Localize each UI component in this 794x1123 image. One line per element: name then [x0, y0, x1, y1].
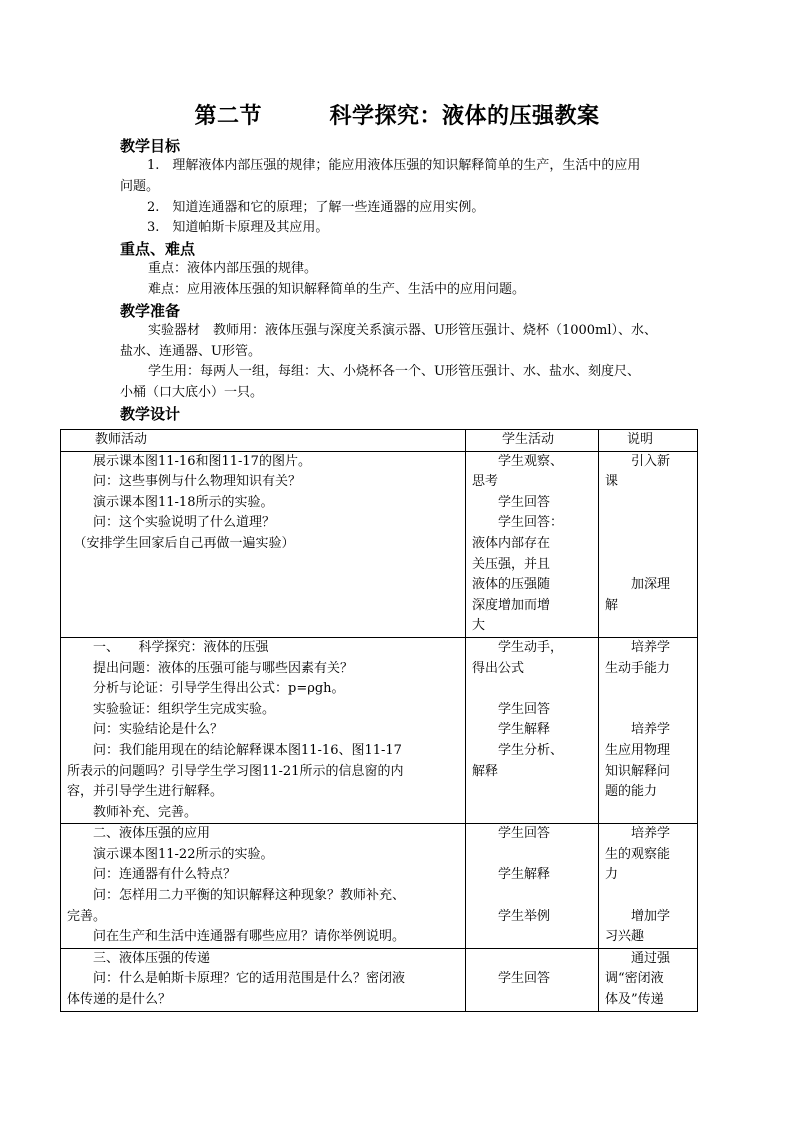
- cell-line: 调“密闭液: [605, 971, 664, 987]
- cell-line: 培养学: [605, 722, 671, 738]
- cell-line: 演示课本图11-18所示的实验。: [67, 494, 274, 510]
- cell-line: 学生回答: [472, 494, 551, 510]
- table-row: [61, 637, 698, 823]
- cell-line: 增加学: [605, 908, 671, 924]
- student-activity-cell: [466, 948, 599, 1011]
- cell-line: 问：怎样用二力平衡的知识解释这种现象？教师补充、: [67, 888, 406, 904]
- cell-line: 分析与论证：引导学生得出公式：p=ρgh。: [67, 681, 345, 697]
- cell-line: 生应用物理: [605, 742, 671, 758]
- prep-teacher-line-1: 实验器材 教师用：液体压强与深度关系演示器、U形管压强计、烧杯（1000ml）、水、: [148, 322, 658, 338]
- cell-line: 教师补充、完善。: [67, 804, 198, 820]
- cell-line: （安排学生回家后自己再做一遍实验）: [67, 535, 295, 551]
- table-row: [61, 824, 698, 949]
- goal-2: 2. 知道连通器和它的原理；了解一些连通器的应用实例。: [147, 199, 485, 215]
- page-title: 第二节 科学探究：液体的压强教案: [194, 104, 600, 129]
- cell-line: 三、液体压强的传递: [67, 950, 211, 966]
- prep-teacher-line-2: 盐水、连通器、U形管。: [120, 343, 261, 359]
- cell-line: 习兴趣: [605, 929, 645, 945]
- cell-line: 学生回答: [472, 826, 551, 842]
- teacher-activity-cell: [61, 824, 466, 949]
- cell-line: [472, 886, 594, 907]
- note-cell: [599, 637, 698, 823]
- teacher-activity-cell: [61, 948, 466, 1011]
- cell-line: 展示课本图11-16和图11-17的图片。: [67, 453, 311, 469]
- header-student-activity: 学生活动: [466, 430, 599, 452]
- cell-line: 题的能力: [605, 784, 658, 800]
- note-cell: [599, 948, 698, 1011]
- cell-line: 容，并引导学生进行解释。: [67, 784, 224, 800]
- goals-heading: 教学目标: [120, 137, 181, 155]
- note-cell: [599, 451, 698, 637]
- cell-line: 力: [605, 867, 619, 883]
- prep-student-line-2: 小桶（口大底小）一只。: [120, 385, 264, 401]
- table-row: [61, 948, 698, 1011]
- design-table-header: [61, 430, 698, 452]
- cell-line: 学生回答: [472, 971, 551, 987]
- cell-line: 液体内部存在: [472, 535, 551, 551]
- cell-line: 知识解释问: [605, 763, 671, 779]
- cell-line: [472, 679, 594, 700]
- cell-line: 大: [472, 618, 486, 634]
- teacher-activity-cell: [61, 451, 466, 637]
- cell-line: 问：连通器有什么特点？: [67, 867, 237, 883]
- cell-line: 培养学: [605, 826, 671, 842]
- cell-line: 问：什么是帕斯卡原理？它的适用范围是什么？密闭液: [67, 971, 406, 987]
- prep-student-line-1: 学生用：每两人一组，每组：大、小烧杯各一个、U形管压强计、水、盐水、刻度尺、: [148, 364, 640, 380]
- cell-line: 引入新: [605, 453, 671, 469]
- cell-line: [605, 534, 693, 555]
- cell-line: [605, 555, 693, 576]
- cell-line: 学生分析、: [472, 742, 564, 758]
- student-activity-cell: [466, 637, 599, 823]
- cell-line: 解释: [472, 763, 499, 779]
- table-row: [61, 451, 698, 637]
- cell-line: 学生解释: [472, 867, 551, 883]
- goal-1-continued: 问题。: [120, 178, 160, 194]
- cell-line: 学生回答：: [472, 515, 564, 531]
- design-table: [60, 429, 698, 1012]
- cell-line: 解: [605, 597, 619, 613]
- cell-line: 问：我们能用现在的结论解释课本图11-16、图11-17: [67, 742, 402, 758]
- cell-line: 加深理: [605, 577, 671, 593]
- cell-line: 学生举例: [472, 908, 551, 924]
- cell-line: [605, 493, 693, 514]
- cell-line: 所表示的问题吗？引导学生学习图11-21所示的信息窗的内: [67, 763, 404, 779]
- cell-line: 通过强: [605, 950, 671, 966]
- cell-line: 问：实验结论是什么？: [67, 722, 224, 738]
- cell-line: [472, 949, 594, 970]
- cell-line: 二、液体压强的应用: [67, 826, 211, 842]
- cell-line: 问在生产和生活中连通器有哪些应用？请你举例说明。: [67, 929, 406, 945]
- header-note: 说明: [599, 430, 698, 452]
- cell-line: 液体的压强随: [472, 577, 551, 593]
- cell-line: [472, 845, 594, 866]
- cell-line: 培养学: [605, 639, 671, 655]
- cell-line: 体传递的是什么？: [67, 992, 172, 1008]
- cell-line: 关压强，并且: [472, 556, 551, 572]
- cell-line: [605, 679, 693, 700]
- cell-line: 体及”传递: [605, 992, 664, 1008]
- cell-line: 一、 科学探究：液体的压强: [67, 639, 269, 655]
- cell-line: 学生动手，: [472, 639, 564, 655]
- cell-line: 演示课本图11-22所示的实验。: [67, 846, 274, 862]
- cell-line: 实验验证：组织学生完成实验。: [67, 701, 276, 717]
- cell-line: [605, 513, 693, 534]
- cell-line: [605, 886, 693, 907]
- student-activity-cell: [466, 824, 599, 949]
- lesson-plan-body: [120, 136, 680, 424]
- prep-heading: 教学准备: [120, 301, 181, 320]
- focus-heading: 重点、难点: [120, 240, 196, 259]
- cell-line: 提出问题：液体的压强可能与哪些因素有关？: [67, 660, 354, 676]
- cell-line: 深度增加而增: [472, 597, 551, 613]
- cell-line: 课: [605, 474, 619, 490]
- cell-line: 学生解释: [472, 722, 551, 738]
- note-cell: [599, 824, 698, 949]
- focus-key: 重点：液体内部压强的规律。: [148, 261, 318, 277]
- cell-line: 完善。: [67, 908, 107, 924]
- cell-line: 问：这个实验说明了什么道理？: [67, 515, 276, 531]
- teacher-activity-cell: [61, 637, 466, 823]
- goal-1: 1. 理解液体内部压强的规律；能应用液体压强的知识解释简单的生产，生活中的应用: [147, 158, 641, 173]
- cell-line: 学生观察、: [472, 453, 564, 469]
- cell-line: 生动手能力: [605, 660, 671, 676]
- cell-line: 生的观察能: [605, 846, 671, 862]
- cell-line: [605, 700, 693, 721]
- design-table-body: [61, 451, 698, 1011]
- design-heading: 教学设计: [120, 404, 181, 423]
- cell-line: 问：这些事例与什么物理知识有关？: [67, 474, 302, 490]
- focus-hard: 难点：应用液体压强的知识解释简单的生产、生活中的应用问题。: [148, 281, 526, 297]
- cell-line: 得出公式: [472, 660, 525, 676]
- student-activity-cell: [466, 451, 599, 637]
- header-teacher-activity: 教师活动: [61, 430, 466, 452]
- goal-3: 3. 知道帕斯卡原理及其应用。: [147, 220, 329, 236]
- cell-line: 学生回答: [472, 701, 551, 717]
- cell-line: 思考: [472, 474, 499, 490]
